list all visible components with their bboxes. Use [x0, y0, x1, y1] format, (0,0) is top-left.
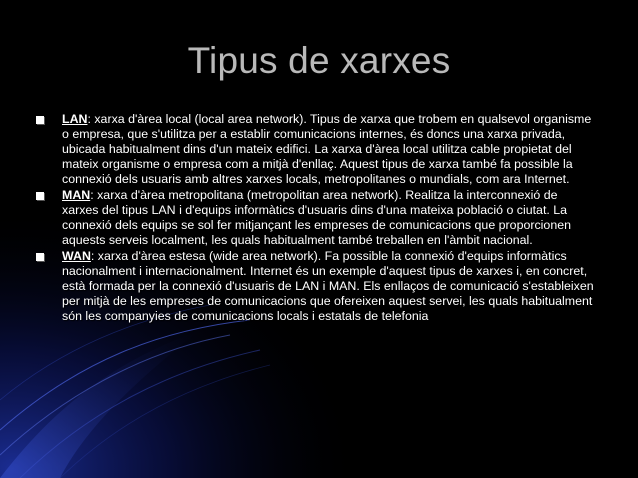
term-lan: LAN [62, 112, 88, 126]
square-bullet-icon [36, 116, 44, 124]
description-wan: : xarxa d'àrea estesa (wide area network). Fa possible la connexió d'equips informàtics nacionalment i internacionalment. Internet és un exemple d'aquest tipus de xarxes i, en concret, està formada per la connexió d'usuaris de LAN i MAN. Els enllaços de comunicació s'estableixen per mitjà de les empreses de comunicacions que ofereixen aquest servei, les quals habitualment són les companyies de comunicacions locals i estatals de telefonia [62, 249, 594, 323]
square-bullet-icon [36, 253, 44, 261]
square-bullet-icon [36, 192, 44, 200]
bullet-list [36, 112, 596, 325]
slide-title: Tipus de xarxes [187, 40, 451, 81]
list-item-lan [36, 112, 596, 187]
list-item-wan [36, 249, 596, 324]
description-lan: : xarxa d'àrea local (local area network). Tipus de xarxa que trobem en qualsevol organisme o empresa, que s'utilitza per a establir comunicacions internes, és doncs una xarxa privada, ubicada habitualment dins d'un mateix edifici. La xarxa d'àrea local utilitza cable propietat del mateix organisme o empresa com a mitjà d'enllaç. Aquest tipus de xarxa també fa possible la connexió dels usuaris amb altres xarxes locals, metropolitanes o mundials, com ara Internet. [62, 112, 592, 186]
term-wan: WAN [62, 249, 91, 263]
term-man: MAN [62, 188, 91, 202]
list-item-man [36, 188, 596, 248]
description-man: : xarxa d'àrea metropolitana (metropolitan area network). Realitza la interconnexió de xarxes del tipus LAN i d'equips informàtics d'usuaris dins d'una mateixa població o ciutat. La connexió dels equips se sol fer mitjançant les empreses de comunicacions que proporcionen aquests serveis localment, les quals habitualment també treballen en l'àmbit nacional. [62, 188, 571, 247]
